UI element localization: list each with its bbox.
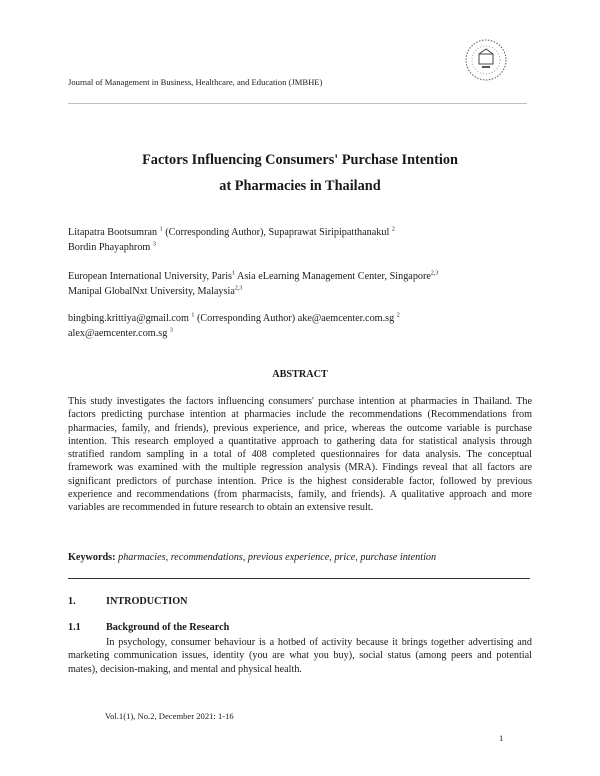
affiliation: Asia eLearning Management Center, Singapore (235, 271, 431, 282)
author-name: Bordin Phayaphrom (68, 242, 151, 253)
subsection-title: Background of the Research (106, 622, 230, 633)
author-name: Supaprawat Siripipatthanakul (268, 227, 390, 238)
email-sup: 2 (396, 312, 400, 319)
author-sup: 3 (152, 241, 156, 248)
email-sup: 3 (169, 327, 173, 334)
body-paragraph: In psychology, consumer behaviour is a hotbed of activity because it brings together advertising and marketing communication issues, identity (you are what you buy), social status (among peers and potential mates), decision-making, and mental and physical health. (68, 637, 532, 675)
paper-title-line2: at Pharmacies in Thailand (219, 178, 381, 194)
author-line-2 (68, 242, 156, 253)
author-name: Litapatra Bootsumran (68, 227, 158, 238)
affiliation: Manipal GlobalNxt University, Malaysia (68, 286, 235, 297)
journal-header: Journal of Management in Business, Healthcare, and Education (JMBHE) (68, 77, 323, 87)
author-note: (Corresponding Author), (162, 227, 269, 238)
section-title: INTRODUCTION (106, 596, 188, 607)
keywords-label: Keywords: (68, 552, 116, 563)
email-line-1 (68, 313, 400, 324)
email-link[interactable]: bingbing.krittiya@gmail.com (68, 313, 189, 324)
author-sup: 1 (159, 226, 163, 233)
subsection-number: 1.1 (68, 622, 81, 633)
journal-seal-logo (461, 37, 511, 83)
email-sup: 1 (191, 312, 195, 319)
affiliation-sup: 1 (232, 270, 235, 277)
author-line-1 (68, 227, 395, 238)
email-line-2 (68, 328, 173, 339)
affiliation-sup: 2,3 (234, 285, 243, 292)
keywords-list: pharmacies, recommendations, previous experience, price, purchase intention (115, 552, 437, 563)
page-number: 1 (499, 733, 504, 743)
volume-footer: Vol.1(1), No.2, December 2021: 1-16 (105, 711, 234, 721)
section-number: 1. (68, 596, 76, 607)
email-note: (Corresponding Author) (194, 313, 298, 324)
affiliation-sup: 2,3 (430, 270, 439, 277)
keywords-line (68, 551, 532, 564)
header-divider (68, 103, 527, 104)
email-link[interactable]: ake@aemcenter.com.sg (297, 313, 395, 324)
author-sup: 2 (391, 226, 395, 233)
email-link[interactable]: alex@aemcenter.com.sg (68, 328, 168, 339)
abstract-heading: ABSTRACT (272, 369, 328, 380)
abstract-text: This study investigates the factors influencing consumers' purchase intention at pharmacies in Thailand. The factors predicting purchase intention at pharmacies include the recommendations (Recommendations from pharmacies, family, and friends), previous experience, and price, whereas the outcome variable is purchase intention. This research employed a quantitative approach to gathering data for statistical analysis through stratified random sampling in a total of 408 completed questionnaires for data analysis. The conceptual framework was examined with the multiple regression analysis (MRA). Findings reveal that all factors are significant predictors of purchase intention. Price is the highest considerable factor, followed by previous experience and recommendations (from pharmacists, family, and friends). A qualitative approach and more variables are recommended in future research to obtain an extensive result. (68, 396, 532, 514)
paper-title-line1: Factors Influencing Consumers' Purchase Intention (142, 152, 458, 168)
affiliation-line-1 (68, 271, 438, 282)
affiliation-line-2 (68, 286, 242, 297)
affiliation: European International University, Paris (68, 271, 232, 282)
section-divider (68, 578, 530, 579)
